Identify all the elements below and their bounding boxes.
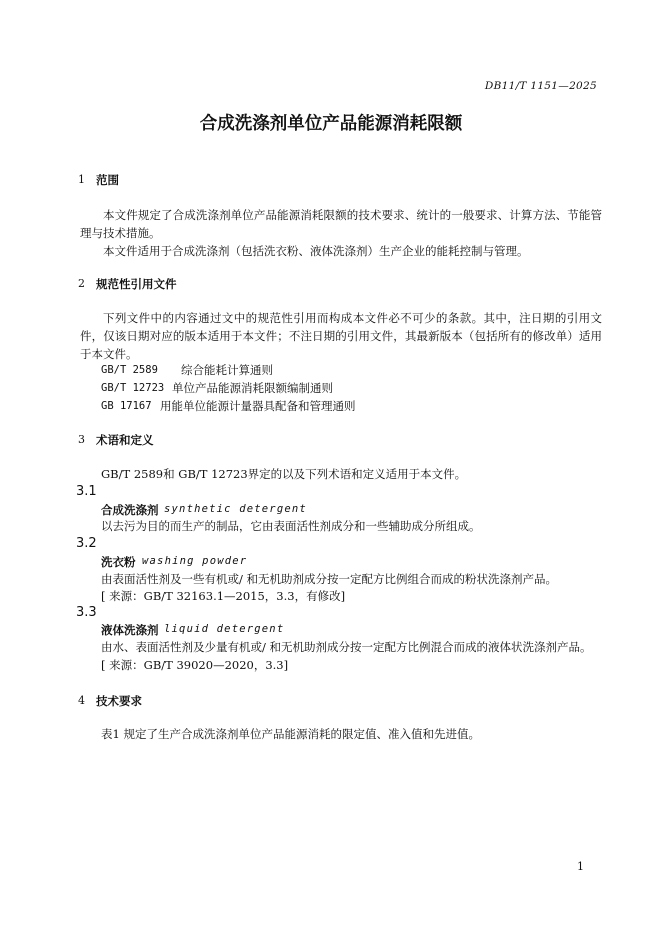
term-number: 3.3	[76, 605, 97, 620]
term-chinese-name: 液体洗涤剂	[101, 623, 159, 637]
term-number: 3.2	[76, 536, 97, 551]
term-number: 3.1	[76, 484, 97, 499]
section-1-paragraph-1: 本文件规定了合成洗涤剂单位产品能源消耗限额的技术要求、统计的一般要求、计算方法、节能管理与技术措施。	[80, 208, 602, 240]
term-english-name: liquid detergent	[164, 623, 285, 635]
section-1-title: 范围	[96, 173, 119, 187]
section-3-intro: GB/T 2589和 GB/T 12723界定的以及下列术语和定义适用于本文件。	[101, 467, 467, 481]
section-3-title: 术语和定义	[96, 433, 154, 447]
section-4-paragraph-1: 表1 规定了生产合成洗涤剂单位产品能源消耗的限定值、准入值和先进值。	[101, 727, 480, 741]
reference-code: GB/T 12723	[101, 382, 165, 394]
page-number: 1	[577, 860, 584, 873]
reference-title: 综合能耗计算通则	[181, 363, 273, 377]
term-english-name: synthetic detergent	[164, 503, 307, 515]
reference-code: GB/T 2589	[101, 364, 158, 376]
section-4-title: 技术要求	[96, 694, 142, 708]
term-chinese-name: 洗衣粉	[101, 555, 136, 569]
section-2-number: 2	[78, 277, 85, 290]
term-definition: 由表面活性剂及一些有机或/ 和无机助剂成分按一定配方比例组合而成的粉状洗涤剂产品。	[101, 572, 558, 586]
standard-number: DB11/T 1151—2025	[484, 80, 597, 92]
section-1-number: 1	[78, 173, 85, 186]
section-4-number: 4	[78, 694, 85, 707]
term-english-name: washing powder	[142, 555, 248, 567]
term-source: [ 来源：GB/T 39020—2020，3.3]	[101, 658, 289, 672]
term-source: [ 来源：GB/T 32163.1—2015，3.3，有修改]	[101, 589, 346, 603]
reference-code: GB 17167	[101, 400, 152, 412]
section-2-paragraph-1: 下列文件中的内容通过文中的规范性引用而构成本文件必不可少的条款。其中，注日期的引用文件，仅该日期对应的版本适用于本文件；不注日期的引用文件，其最新版本（包括所有的修改单）适用于本文件。	[80, 311, 602, 361]
document-title: 合成洗涤剂单位产品能源消耗限额	[199, 114, 463, 134]
reference-title: 单位产品能源消耗限额编制通则	[172, 381, 333, 395]
term-definition: 以去污为目的而生产的制品，它由表面活性剂成分和一些辅助成分所组成。	[101, 519, 481, 533]
section-2-title: 规范性引用文件	[96, 277, 177, 291]
term-chinese-name: 合成洗涤剂	[101, 503, 159, 517]
section-3-number: 3	[78, 433, 85, 446]
term-definition: 由水、表面活性剂及少量有机或/ 和无机助剂成分按一定配方比例混合而成的液体状洗涤剂产品。	[101, 640, 592, 654]
reference-title: 用能单位能源计量器具配备和管理通则	[160, 399, 356, 413]
section-1-paragraph-2: 本文件适用于合成洗涤剂（包括洗衣粉、液体洗涤剂）生产企业的能耗控制与管理。	[103, 244, 529, 258]
